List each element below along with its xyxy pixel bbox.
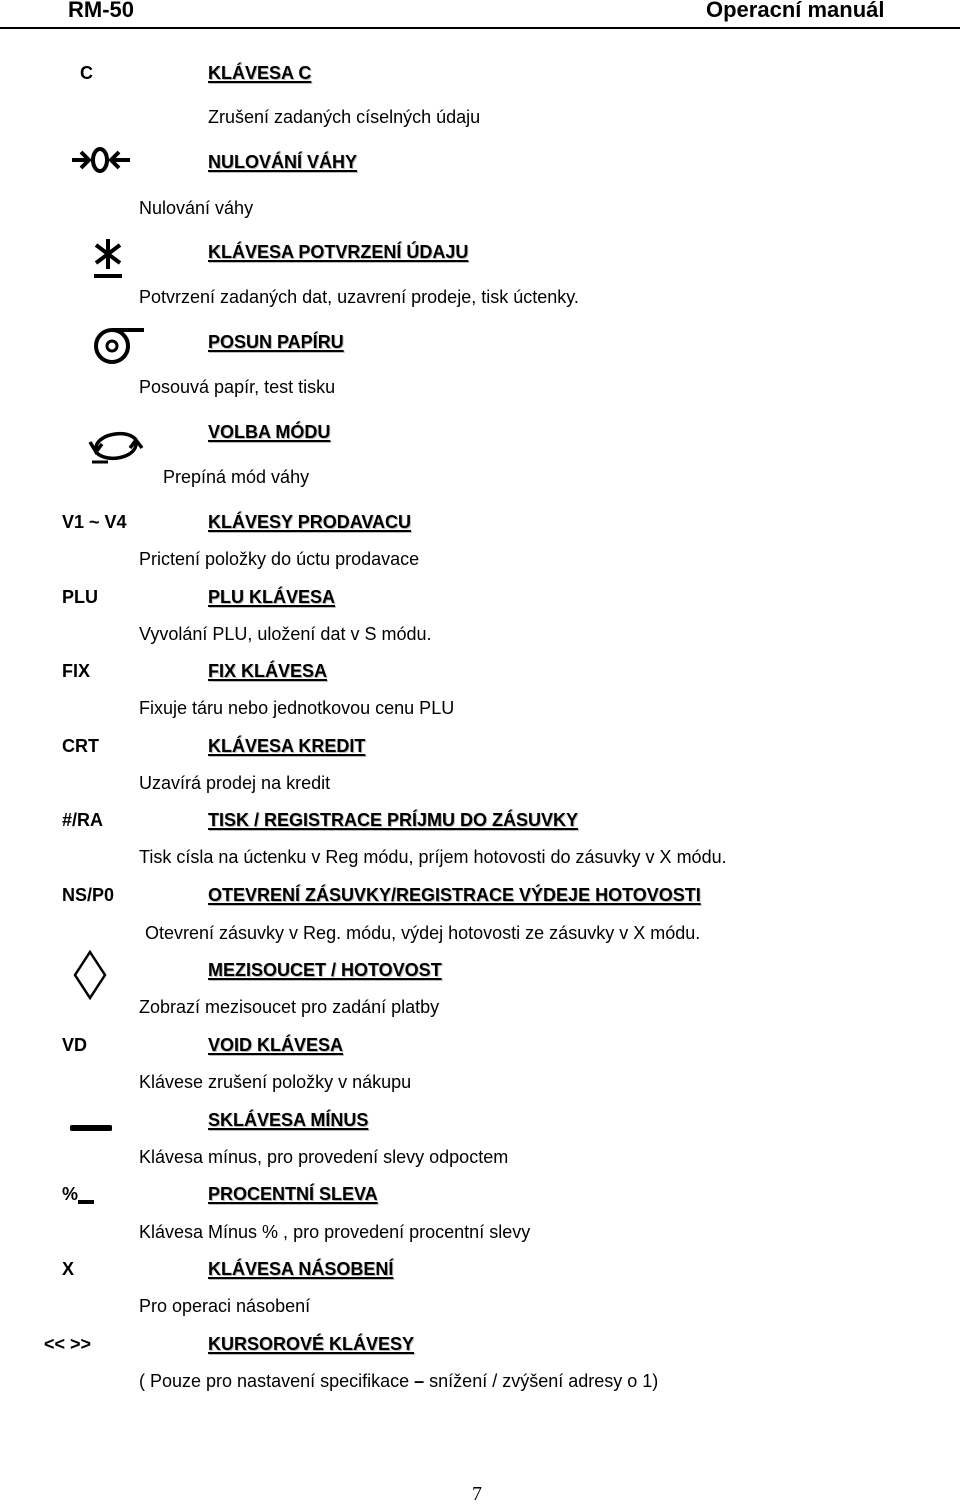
key-title-confirm: KLÁVESA POTVRZENÍ ÚDAJU — [208, 242, 469, 262]
key-title-subtotal: MEZISOUCET / HOTOVOST — [208, 960, 442, 980]
percent-minus-bar-icon — [76, 1196, 96, 1206]
diamond-icon — [72, 950, 108, 1000]
key-desc-paper-feed: Posouvá papír, test tisku — [139, 377, 336, 397]
key-desc-fix: Fixuje táru nebo jednotkovou cenu PLU — [139, 698, 455, 718]
key-title-no-sale: OTEVRENÍ ZÁSUVKY/REGISTRACE VÝDEJE HOTOVOSTI — [208, 885, 701, 905]
key-desc-no-sale: Otevrení zásuvky v Reg. módu, výdej hotovosti ze zásuvky v X módu. — [145, 923, 701, 943]
key-desc-received-on-account: Tisk císla na úctenku v Reg módu, príjem hotovosti do zásuvky v X módu. — [139, 847, 727, 867]
key-desc-percent: Klávesa Mínus % , pro provedení procentní slevy — [139, 1222, 531, 1242]
key-label-credit: CRT — [62, 736, 99, 756]
key-label-plu: PLU — [62, 587, 98, 607]
mode-cycle-icon — [88, 426, 144, 466]
key-label-no-sale: NS/P0 — [62, 885, 115, 905]
key-title-multiply: KLÁVESA NÁSOBENÍ — [208, 1259, 394, 1279]
header-rule — [0, 27, 960, 29]
key-desc-cursor-suffix: snížení / zvýšení adresy o 1) — [424, 1371, 659, 1391]
key-title-clerk: KLÁVESY PRODAVACU — [208, 512, 412, 532]
key-title-zero: NULOVÁNÍ VÁHY — [208, 152, 358, 172]
key-title-received-on-account: TISK / REGISTRACE PRÍJMU DO ZÁSUVKY — [208, 810, 579, 830]
key-desc-cursor — [139, 1371, 658, 1391]
key-desc-void: Klávese zrušení položky v nákupu — [139, 1072, 412, 1092]
key-title-mode: VOLBA MÓDU — [208, 422, 331, 442]
key-label-cursor: << >> — [44, 1334, 92, 1354]
manual-title: Operacní manuál — [706, 0, 885, 22]
key-label-fix: FIX — [62, 661, 91, 681]
key-desc-cursor-prefix: ( Pouze pro nastavení specifikace — [139, 1371, 415, 1391]
key-desc-minus: Klávesa mínus, pro provedení slevy odpoctem — [139, 1147, 509, 1167]
asterisk-confirm-icon — [88, 236, 128, 282]
zero-arrows-icon — [70, 144, 132, 176]
key-desc-confirm: Potvrzení zadaných dat, uzavrení prodeje, tisk úctenky. — [139, 287, 579, 307]
key-title-c: KLÁVESA C — [208, 63, 312, 83]
key-title-cursor: KURSOROVÉ KLÁVESY — [208, 1334, 415, 1354]
key-desc-zero: Nulování váhy — [139, 198, 254, 218]
key-desc-credit: Uzavírá prodej na kredit — [139, 773, 331, 793]
key-title-paper-feed: POSUN PAPÍRU — [208, 332, 344, 352]
key-label-void: VD — [62, 1035, 88, 1055]
key-title-plu: PLU KLÁVESA — [208, 587, 336, 607]
key-label-multiply: X — [62, 1259, 75, 1279]
key-desc-clerk: Prictení položky do úctu prodavace — [139, 549, 420, 569]
key-title-credit: KLÁVESA KREDIT — [208, 736, 366, 756]
model-name: RM-50 — [68, 0, 135, 22]
key-title-minus: SKLÁVESA MÍNUS — [208, 1110, 369, 1130]
key-desc-plu: Vyvolání PLU, uložení dat v S módu. — [139, 624, 432, 644]
key-title-void: VOID KLÁVESA — [208, 1035, 344, 1055]
page-number: 7 — [472, 1483, 482, 1505]
paper-roll-icon — [92, 325, 146, 367]
key-label-c: C — [80, 63, 93, 83]
key-desc-multiply: Pro operaci násobení — [139, 1296, 311, 1316]
key-title-percent: PROCENTNÍ SLEVA — [208, 1184, 378, 1204]
key-desc-subtotal: Zobrazí mezisoucet pro zadání platby — [139, 997, 440, 1017]
key-desc-mode: Prepíná mód váhy — [163, 467, 310, 487]
page-header — [0, 0, 960, 26]
minus-icon — [70, 1122, 112, 1134]
key-label-clerk: V1 ~ V4 — [62, 512, 127, 532]
key-desc-c: Zrušení zadaných císelných údaju — [208, 107, 481, 127]
key-desc-cursor-dash: – — [414, 1371, 425, 1391]
key-title-fix: FIX KLÁVESA — [208, 661, 328, 681]
key-label-percent: % — [62, 1184, 79, 1204]
key-label-received-on-account: #/RA — [62, 810, 104, 830]
